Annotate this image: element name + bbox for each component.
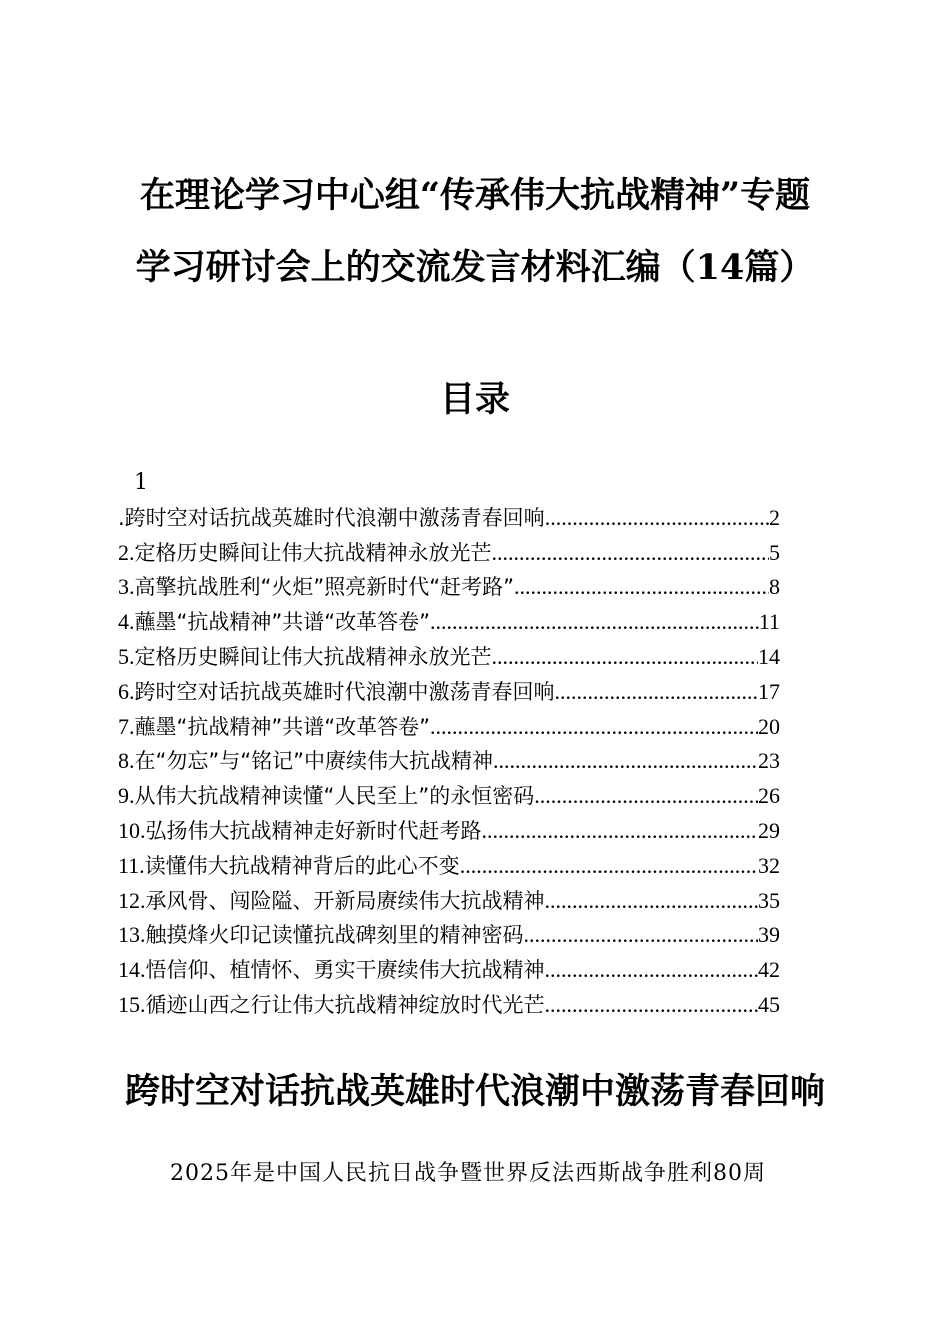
- toc-entry-title: 承风骨、闯险隘、开新局赓续伟大抗战精神: [145, 888, 545, 913]
- toc-entry-number: 7.: [118, 713, 135, 739]
- toc-entry-number: 9.: [118, 783, 135, 809]
- toc-entry-number: 13.: [118, 922, 146, 948]
- toc-dot-leader: [545, 884, 759, 919]
- toc-dot-leader: [524, 918, 759, 953]
- toc-dot-leader: [534, 779, 758, 814]
- toc-entry-title: 悟信仰、植情怀、勇实干赓续伟大抗战精神: [145, 958, 545, 983]
- toc-dot-leader: [514, 570, 769, 605]
- toc-entry-page-number: 14: [758, 643, 780, 669]
- toc-entry[interactable]: [118, 849, 780, 884]
- toc-entry-page-number: 5: [769, 539, 780, 565]
- toc-entry-page-number: 17: [758, 678, 780, 704]
- document-title-line-1: 在理论学习中心组“传承伟大抗战精神”专题: [139, 175, 811, 216]
- toc-entry[interactable]: [118, 536, 780, 571]
- toc-entry-title: 蘸墨“抗战精神”共谱“改革答卷”: [134, 714, 431, 739]
- toc-entry-number: 14.: [118, 957, 146, 983]
- toc-entry-number: 3.: [118, 574, 135, 600]
- toc-entry-title: .跨时空对话抗战英雄时代浪潮中激荡青春回响: [118, 505, 545, 530]
- toc-entry-title: 定格历史瞬间让伟大抗战精神永放光芒: [134, 644, 492, 669]
- toc-entry[interactable]: [118, 884, 780, 919]
- toc-entry[interactable]: [118, 570, 780, 605]
- toc-entry[interactable]: [118, 501, 780, 536]
- toc-entry-number: 8.: [118, 748, 135, 774]
- toc-entry-number: 4.: [118, 609, 135, 635]
- toc-dot-leader: [430, 605, 759, 640]
- toc-entry-1-number: 1: [134, 470, 148, 495]
- toc-dot-leader: [545, 988, 759, 1023]
- toc-entry-page-number: 32: [758, 852, 780, 878]
- toc-entry[interactable]: [118, 814, 780, 849]
- toc-dot-leader: [555, 675, 759, 710]
- toc-dot-leader: [460, 849, 758, 884]
- toc-entry-title: 弘扬伟大抗战精神走好新时代赶考路: [145, 818, 482, 843]
- toc-dot-leader: [430, 710, 758, 745]
- toc-entry[interactable]: [118, 918, 780, 953]
- toc-entry-page-number: 2: [769, 504, 780, 530]
- toc-entry-number: 12.: [118, 887, 146, 913]
- toc-entry-number: 10.: [118, 817, 146, 843]
- toc-entry-page-number: 8: [769, 574, 780, 600]
- toc-heading: 目录: [439, 379, 510, 420]
- toc-entry-title: 从伟大抗战精神读懂“人民至上”的永恒密码: [134, 784, 535, 809]
- toc-entry-page-number: 26: [758, 783, 780, 809]
- toc-entry[interactable]: [118, 675, 780, 710]
- toc-entry-page-number: 45: [758, 991, 780, 1017]
- toc-entry-page-number: 11: [758, 609, 780, 635]
- toc-entry-title: 蘸墨“抗战精神”共谱“改革答卷”: [134, 610, 431, 635]
- section-heading: 跨时空对话抗战英雄时代浪潮中激荡青春回响: [124, 1071, 825, 1112]
- document-title-line-2: 学习研讨会上的交流发言材料汇编（14篇）: [135, 247, 815, 288]
- table-of-contents: [118, 466, 780, 1023]
- toc-entry-title: 读懂伟大抗战精神背后的此心不变: [144, 853, 460, 878]
- toc-dot-leader: [493, 744, 758, 779]
- toc-entry-page-number: 20: [758, 713, 780, 739]
- toc-entry[interactable]: [118, 953, 780, 988]
- toc-entry-number: 6.: [118, 678, 135, 704]
- toc-entry-page-number: 35: [758, 887, 780, 913]
- toc-entry-page-number: 39: [758, 922, 780, 948]
- toc-entry-number: 2.: [118, 539, 135, 565]
- toc-entry-number: 15.: [118, 991, 146, 1017]
- body-paragraph: 2025年是中国人民抗日战争暨世界反法西斯战争胜利80周: [170, 1161, 766, 1186]
- toc-dot-leader: [545, 501, 769, 536]
- toc-entry-title: 高擎抗战胜利“火炬”照亮新时代“赶考路”: [134, 575, 515, 600]
- toc-entry-title: 跨时空对话抗战英雄时代浪潮中激荡青春回响: [134, 679, 555, 704]
- toc-entry[interactable]: [118, 988, 780, 1023]
- toc-dot-leader: [492, 640, 759, 675]
- toc-entry-number: 5.: [118, 643, 135, 669]
- toc-entry[interactable]: [118, 710, 780, 745]
- toc-entry-page-number: 23: [758, 748, 780, 774]
- toc-entry[interactable]: [118, 605, 780, 640]
- toc-entry-title: 循迹山西之行让伟大抗战精神绽放时代光芒: [145, 992, 545, 1017]
- toc-entry-number: 11.: [118, 852, 145, 878]
- toc-entry-page-number: 42: [758, 957, 780, 983]
- toc-entry[interactable]: [118, 744, 780, 779]
- toc-dot-leader: [492, 536, 770, 571]
- toc-entry-title: 定格历史瞬间让伟大抗战精神永放光芒: [134, 540, 492, 565]
- toc-entry-title: 在“勿忘”与“铭记”中赓续伟大抗战精神: [134, 749, 494, 774]
- toc-entry-page-number: 29: [758, 817, 780, 843]
- toc-entry[interactable]: [118, 779, 780, 814]
- toc-entry-title: 触摸烽火印记读懂抗战碑刻里的精神密码: [145, 923, 524, 948]
- toc-dot-leader: [545, 953, 759, 988]
- toc-entry[interactable]: [118, 640, 780, 675]
- toc-dot-leader: [482, 814, 759, 849]
